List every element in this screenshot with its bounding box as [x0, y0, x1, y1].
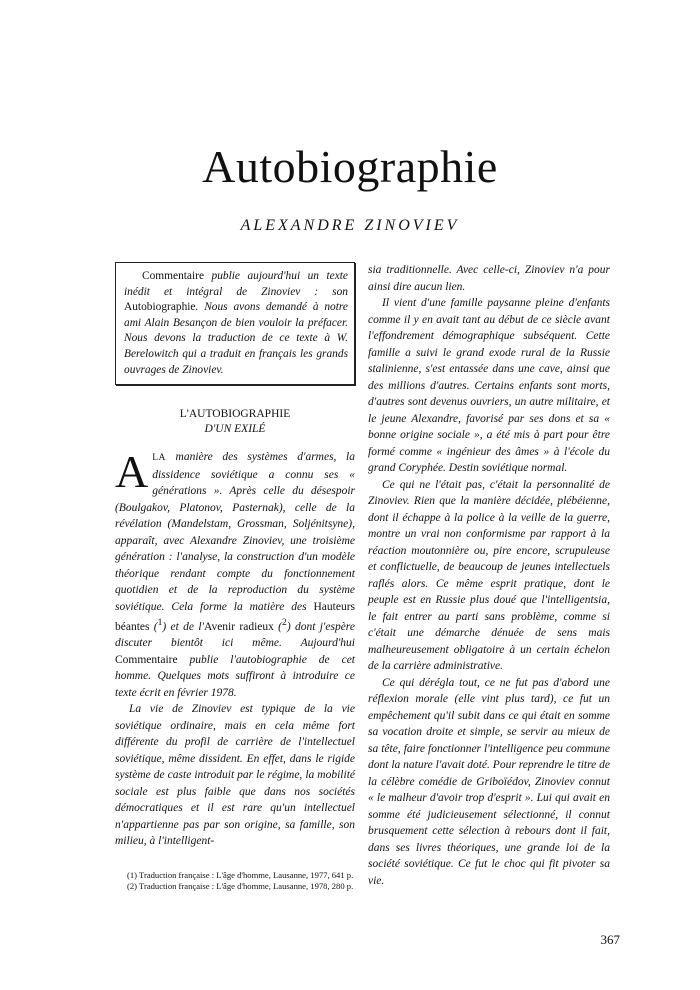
body-paragraph-5: Ce qui dérégla tout, ce ne fut pas d'abord une réflexion morale (elle vint plus tard), ce fut un empêchement qu'il subit dans ce qui était en somme sa vocation droite et simple, se servir au mieux de sa tête, faire fonctionner l'intelligence peu commune dont la nature l'avait doté. Pour reprendre le titre de la célèbre comédie de Griboïédov, Zinoviev connut « le malheur d'avoir trop d'esprit ». Lui qui avait en somme été judicieusement sélectionné, il connut brusquement cette sélection à rebours dont il fait, dans ses livres théoriques, une grande loi de la société soviétique. Ce fut le choc qui fit pivoter sa vie. [368, 676, 610, 887]
text-run: manière des systèmes d'armes, la dissidence soviétique a connu ses « générations ». Après celle du désespoir (Boulgakov, Platonov, Pasternak), celle de la révélation (Mandelstam, Grossman, Soljénitsyne), apparaît, avec Alexandre Zinoviev, une troisième génération : l'analyse, la construction d'un modèle théorique rendant compte du fonctionnement quotidien et de la reproduction du système soviétique. Cela forme la matière des [115, 451, 355, 613]
page-number: 367 [600, 932, 620, 947]
left-column [115, 262, 355, 893]
text-run: publie l'autobiographie de cet homme. Quelques mots suffiront à introduire ce texte écrit en février 1978. [115, 653, 355, 699]
text-run: ( [149, 620, 158, 633]
article-author: ALEXANDRE ZINOVIEV [240, 217, 460, 234]
note-work-title: Autobiographie [124, 301, 196, 314]
note-journal-name: Commentaire [142, 270, 204, 282]
section-heading-line2: D'UN EXILÉ [204, 423, 266, 436]
body-paragraph-4: Ce qui ne l'était pas, c'était la personnalité de Zinoviev. Rien que la manière décidée, plébéienne, dont il échappe à la police à la veille de la guerre, montre un vrai non conformisme par rapport à la réaction moutonnière ou, pire encore, scrupuleuse et conflictuelle, de beaucoup de jeunes intellectuels raflés alors. Ce même esprit pratique, dont le peuple est en Russie plus doué que l'intelligentsia, le fait entrer au parti sans problème, comme si c'était une démarche dénuée de sens mais malheureusement obligatoire à un certain échelon de la carrière administrative. [368, 478, 610, 672]
footnote-2: (2) Traduction française : L'âge d'homme, Lausanne, 1978, 280 p. [127, 881, 354, 892]
book-title-2: Avenir radieux [204, 620, 274, 633]
footnote-1: (1) Traduction française : L'âge d'homme, Lausanne, 1977, 641 p. [127, 869, 354, 880]
body-paragraph-2: La vie de Zinoviev est typique de la vie soviétique ordinaire, mais en cela même fort différente du profil de carrière de l'intellectuel soviétique, même dissident. En effet, dans le rigide système de caste introduit par le régime, la mobilité sociale est plus faible que dans nos sociétés démocratiques et il est rare qu'un intellectuel n'appartienne pas par son origine, sa famille, son milieu, à l'intelligent- [115, 703, 355, 848]
body-paragraph-3: Il vient d'une famille paysanne pleine d'enfants comme il y en avait tant au début de ce siècle avant l'effondrement démographique subséquent. Cette famille a suivi le grand exode rural de la Russie stalinienne, s'est entassée dans une cave, ainsi que des millions d'autres. Certains enfants sont morts, d'autres sont devenus ouvriers, un autre militaire, et le jeune Alexandre, favorisé par ses dons et sa « bonne origine sociale », a été mis à part pour être formé comme « ingénieur des âmes » à l'école du grand Coryphée. Destin soviétique normal. [368, 297, 610, 474]
text-run: ( [273, 620, 283, 633]
text-run: ) dont j'espère discuter bientôt ici même. Aujourd'hui [115, 620, 355, 650]
editorial-note-text [124, 269, 348, 378]
book-title-1: Hauteurs béantes [115, 600, 355, 633]
text-run: ) et de l' [162, 620, 204, 633]
section-heading-line1: L'AUTOBIOGRAPHIE [179, 408, 291, 421]
right-column [368, 262, 610, 889]
drop-cap: A [115, 446, 149, 498]
body-paragraph-continued: sia traditionnelle. Avec celle-ci, Zinoviev n'a pour ainsi dire aucun lien. [368, 264, 610, 293]
body-paragraph-1 [115, 446, 355, 701]
footnotes [115, 870, 355, 892]
footnote-ref-2: 2 [282, 617, 287, 629]
editorial-note-box [115, 262, 355, 385]
note-text-2: . Nous avons demandé à notre ami Alain Besançon de bien vouloir la préfacer. Nous devons la traduction de ce texte à W. Berelowitch qui a traduit en français les grands ouvrages de Zinoviev. [124, 301, 348, 376]
journal-name: Commentaire [115, 653, 178, 666]
small-caps-word: LA [152, 453, 166, 464]
footnote-ref-1: 1 [157, 617, 163, 629]
article-title: Autobiographie [202, 141, 498, 192]
section-heading [115, 407, 355, 437]
note-text-1: publie aujourd'hui un texte inédit et intégral de Zinoviev : son [124, 270, 348, 298]
